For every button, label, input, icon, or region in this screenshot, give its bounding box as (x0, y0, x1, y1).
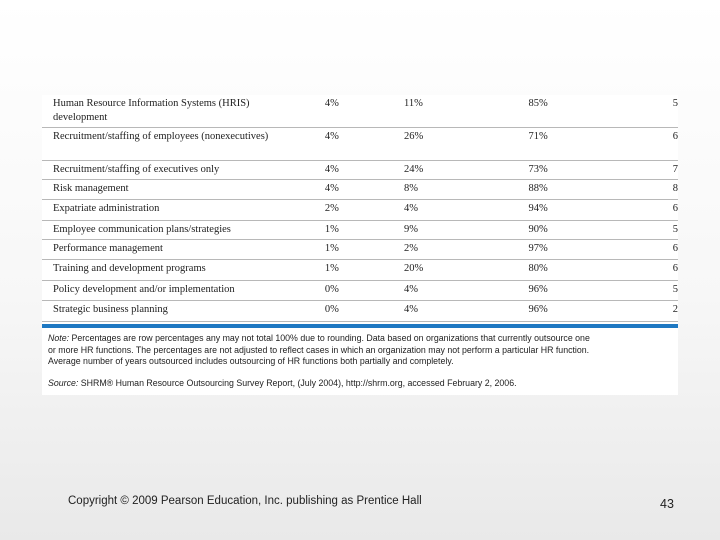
note-line-2: or more HR functions. The percentages are not adjusted to reflect cases in which an organization may not perform a particular HR function. (48, 344, 590, 355)
table-row (42, 240, 678, 260)
table-body (42, 95, 678, 322)
percent-cell-1: 0% (298, 301, 384, 322)
percent-cell-2: 2% (384, 240, 499, 260)
function-cell: Policy development and/or implementation (42, 281, 298, 301)
percent-cell-2: 8% (384, 180, 499, 200)
table-row (42, 281, 678, 301)
years-cell: 6 (641, 200, 678, 221)
percent-cell-1: 0% (298, 281, 384, 301)
table-row (42, 128, 678, 161)
percent-cell-3: 80% (499, 260, 641, 281)
percent-cell-1: 1% (298, 240, 384, 260)
function-cell: Employee communication plans/strategies (42, 221, 298, 240)
percent-cell-2: 4% (384, 281, 499, 301)
note-lead: Note: (48, 333, 70, 343)
percent-cell-3: 97% (499, 240, 641, 260)
source-text: SHRM® Human Resource Outsourcing Survey Report, (July 2004), http://shrm.org, accessed February 2, 2006. (78, 378, 517, 388)
percent-cell-3: 73% (499, 161, 641, 180)
years-cell: 6 (641, 260, 678, 281)
source-lead: Source: (48, 378, 79, 388)
function-cell: Expatriate administration (42, 200, 298, 221)
percent-cell-2: 11% (384, 95, 499, 128)
years-cell: 6 (641, 128, 678, 161)
copyright-text: Copyright © 2009 Pearson Education, Inc. publishing as Prentice Hall (68, 495, 422, 507)
percent-cell-1: 2% (298, 200, 384, 221)
years-cell: 7 (641, 161, 678, 180)
function-cell: Strategic business planning (42, 301, 298, 322)
percent-cell-1: 4% (298, 95, 384, 128)
years-cell: 5 (641, 221, 678, 240)
table-row (42, 95, 678, 128)
table-divider-bar (42, 324, 678, 328)
years-cell: 2 (641, 301, 678, 322)
percent-cell-2: 26% (384, 128, 499, 161)
percent-cell-2: 4% (384, 200, 499, 221)
percent-cell-1: 4% (298, 180, 384, 200)
percent-cell-2: 20% (384, 260, 499, 281)
table-source (48, 378, 673, 388)
percent-cell-2: 9% (384, 221, 499, 240)
note-line-1-text: Percentages are row percentages any may not total 100% due to rounding. Data based on organizations that currently outsource one (69, 333, 590, 343)
table-row (42, 200, 678, 221)
function-cell: Human Resource Information Systems (HRIS) development (42, 95, 298, 128)
percent-cell-3: 96% (499, 281, 641, 301)
table-note (48, 333, 673, 368)
percent-cell-1: 4% (298, 128, 384, 161)
percent-cell-3: 96% (499, 301, 641, 322)
function-cell: Recruitment/staffing of executives only (42, 161, 298, 180)
outsourcing-table (42, 95, 678, 322)
outsourcing-table-figure (42, 95, 678, 395)
years-cell: 8 (641, 180, 678, 200)
table-row (42, 180, 678, 200)
function-cell: Training and development programs (42, 260, 298, 281)
percent-cell-2: 4% (384, 301, 499, 322)
table-row (42, 161, 678, 180)
note-line-1 (48, 333, 673, 345)
function-cell: Performance management (42, 240, 298, 260)
years-cell: 5 (641, 281, 678, 301)
table-row (42, 260, 678, 281)
percent-cell-1: 1% (298, 221, 384, 240)
page-number: 43 (660, 497, 674, 511)
percent-cell-3: 88% (499, 180, 641, 200)
table-row (42, 221, 678, 240)
percent-cell-1: 1% (298, 260, 384, 281)
percent-cell-1: 4% (298, 161, 384, 180)
years-cell: 5 (641, 95, 678, 128)
percent-cell-3: 85% (499, 95, 641, 128)
note-line-3: Average number of years outsourced includes outsourcing of HR functions both partially and completely. (48, 356, 454, 366)
percent-cell-3: 71% (499, 128, 641, 161)
percent-cell-3: 90% (499, 221, 641, 240)
table-row (42, 301, 678, 322)
years-cell: 6 (641, 240, 678, 260)
function-cell: Risk management (42, 180, 298, 200)
percent-cell-3: 94% (499, 200, 641, 221)
percent-cell-2: 24% (384, 161, 499, 180)
function-cell: Recruitment/staffing of employees (nonexecutives) (42, 128, 298, 161)
